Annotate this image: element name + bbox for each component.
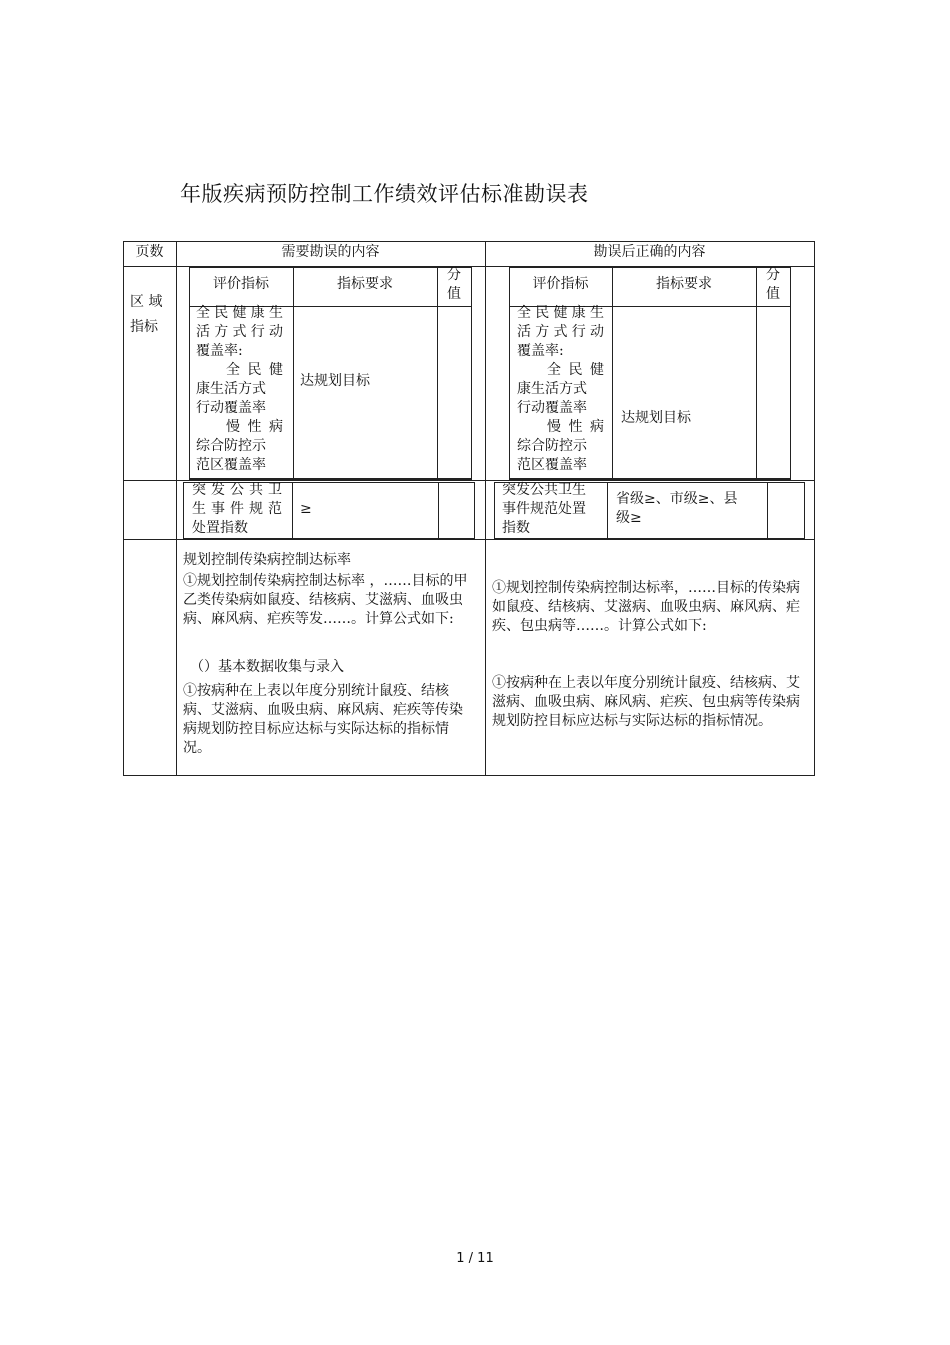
indicator-line: 范区覆盖率: [196, 457, 266, 473]
inner-header-indicator: 评价指标: [532, 276, 589, 292]
indicator-line: 活方式行动: [196, 324, 283, 340]
inner-header-score-2: 值: [766, 286, 780, 302]
indicator-line: 突发公共卫: [192, 482, 282, 498]
indicator-line: 全民健康生: [517, 305, 604, 321]
inner-header-requirement: 指标要求: [337, 276, 393, 292]
page-number: 1 / 11: [456, 1251, 494, 1266]
indicator-line: 康生活方式: [517, 381, 587, 397]
indicator-line: 覆盖率:: [517, 343, 564, 359]
page-label-region: 区 域: [130, 294, 163, 310]
document-title: 年版疾病预防控制工作绩效评估标准勘误表: [180, 182, 589, 206]
indicator-line: 全民健: [547, 362, 604, 378]
indicator-line: 全民健: [226, 362, 283, 378]
wrong-subheading: （）基本数据收集与录入: [190, 659, 344, 675]
inner-header-requirement: 指标要求: [656, 276, 712, 292]
inner-header-score-1: 分: [766, 267, 780, 283]
indicator-line: 行动覆盖率: [196, 400, 266, 416]
indicator-line: 指数: [502, 520, 530, 536]
indicator-line: 处置指数: [192, 520, 248, 536]
wrong-paragraph-2: ①按病种在上表以年度分别统计鼠疫、结核病、艾滋病、血吸虫病、麻风病、疟疾等传染病规划防控目标应达标与实际达标的指标情况。: [183, 683, 463, 756]
indicator-line: 康生活方式: [196, 381, 266, 397]
indicator-line: 生事件规范: [192, 501, 282, 517]
correct-paragraph-1: ①规划控制传染病控制达标率，……目标的传染病如鼠疫、结核病、艾滋病、血吸虫病、麻风病、疟疾、包虫病等……。计算公式如下:: [492, 580, 800, 634]
requirement-line: 级≥: [616, 510, 642, 526]
indicator-line: 综合防控示: [517, 438, 587, 454]
indicator-line: 慢性病: [547, 419, 604, 435]
requirement-text: ≥: [300, 501, 312, 517]
inner-header-score-2: 值: [447, 286, 461, 302]
inner-header-score-1: 分: [447, 267, 461, 283]
indicator-line: 慢性病: [226, 419, 283, 435]
page-label-indicator: 指标: [130, 319, 158, 335]
requirement-text: 达规划目标: [621, 410, 691, 426]
indicator-line: 行动覆盖率: [517, 400, 587, 416]
correct-paragraph-2: ①按病种在上表以年度分别统计鼠疫、结核病、艾滋病、血吸虫病、麻风病、疟疾、包虫病等传染病规划防控目标应达标与实际达标的指标情况。: [492, 675, 800, 729]
wrong-paragraph-1: ①规划控制传染病控制达标率 ，……目标的甲乙类传染病如鼠疫、结核病、艾滋病、血吸虫病、麻风病、疟疾等发……。计算公式如下:: [183, 573, 468, 627]
indicator-line: 突发公共卫生: [502, 482, 586, 498]
indicator-line: 范区覆盖率: [517, 457, 587, 473]
requirement-text: 达规划目标: [300, 373, 370, 389]
indicator-line: 综合防控示: [196, 438, 266, 454]
header-wrong-content: 需要勘误的内容: [281, 244, 380, 260]
indicator-line: 活方式行动: [517, 324, 604, 340]
wrong-heading: 规划控制传染病控制达标率: [183, 552, 351, 568]
header-page: 页数: [135, 244, 164, 260]
inner-header-indicator: 评价指标: [213, 276, 269, 292]
requirement-line: 省级≥、市级≥、县: [616, 491, 738, 507]
indicator-line: 覆盖率:: [196, 343, 243, 359]
indicator-line: 全民健康生: [196, 305, 283, 321]
indicator-line: 事件规范处置: [502, 501, 586, 517]
header-correct-content: 勘误后正确的内容: [593, 244, 706, 260]
